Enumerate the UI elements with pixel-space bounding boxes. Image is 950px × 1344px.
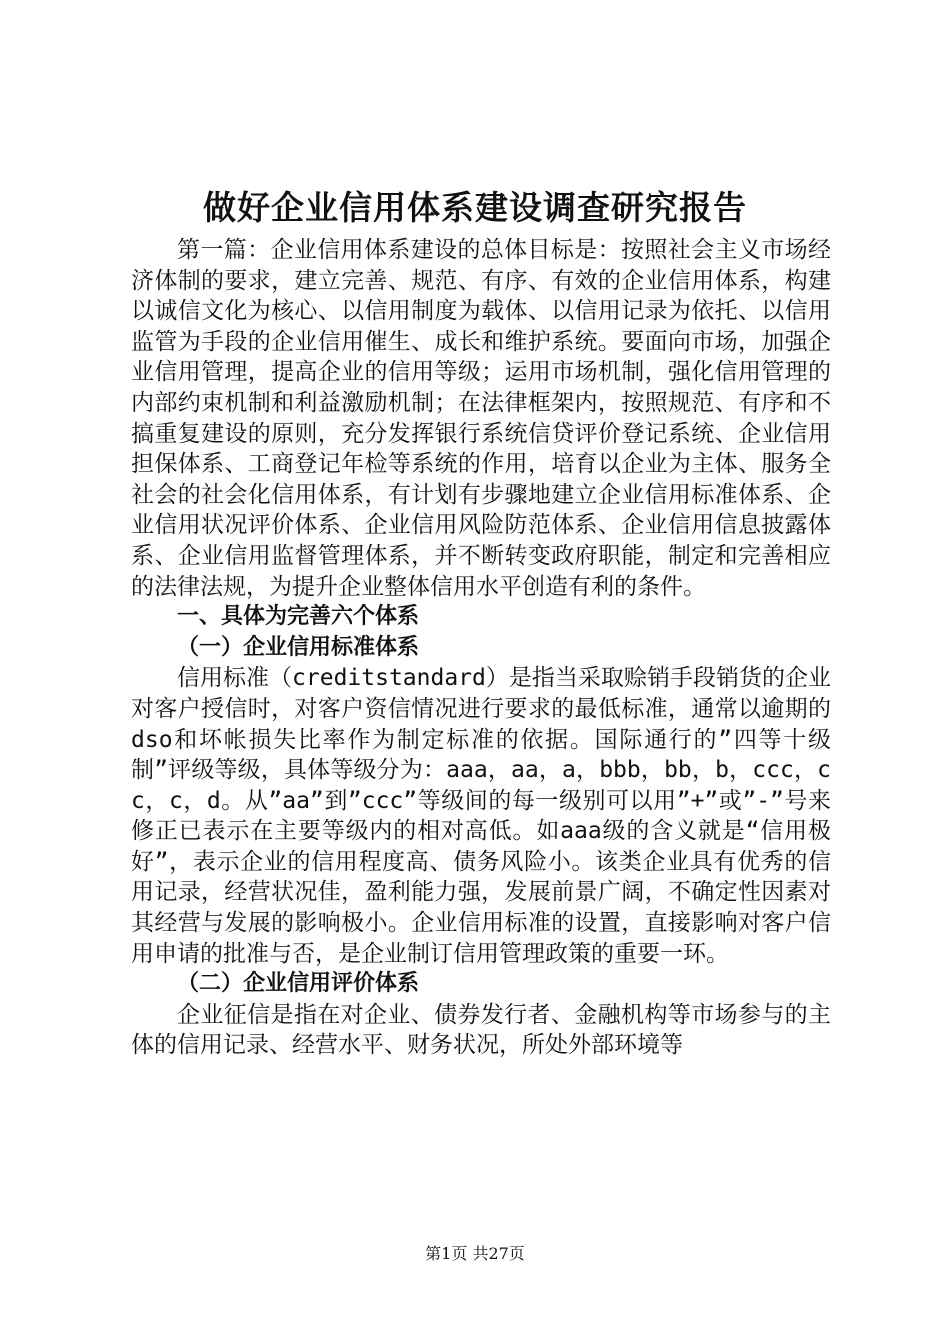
subsection-heading-credit-standard: （一）企业信用标准体系 — [177, 634, 420, 660]
page-number-footer: 第1页 共27页 — [425, 1244, 525, 1263]
document-body — [131, 235, 831, 1061]
paragraph-credit-evaluation: 企业征信是指在对企业、债券发行者、金融机构等市场参与的主体的信用记录、经营水平、财务状况，所处外部环境等 — [131, 1001, 831, 1059]
paragraph-credit-standard: 信用标准（creditstandard）是指当采取赊销手段销货的企业对客户授信时，对客户资信情况进行要求的最低标准，通常以逾期的dso和坏帐损失比率作为制定标准的依据。国际通行的”四等十级制”评级等级，具体等级分为：aaa，aa，a，bbb，bb，b，ccc，cc，c，d。从”aa”到”ccc”等级间的每一级别可以用”+”或”-”号来修正已表示在主要等级内的相对高低。如aaa级的含义就是“信用极好”，表示企业的信用程度高、债务风险小。该类企业具有优秀的信用记录，经营状况佳，盈利能力强，发展前景广阔，不确定性因素对其经营与发展的影响极小。企业信用标准的设置，直接影响对客户信用申请的批准与否，是企业制订信用管理政策的重要一环。 — [131, 665, 831, 967]
subsection-heading-credit-evaluation: （二）企业信用评价体系 — [177, 971, 420, 997]
document-title: 做好企业信用体系建设调查研究报告 — [203, 188, 747, 227]
paragraph-overview: 第一篇：企业信用体系建设的总体目标是：按照社会主义市场经济体制的要求，建立完善、规范、有序、有效的企业信用体系，构建以诚信文化为核心、以信用制度为载体、以信用记录为依托、以信用监管为手段的企业信用催生、成长和维护系统。要面向市场，加强企业信用管理，提高企业的信用等级；运用市场机制，强化信用管理的内部约束机制和利益激励机制；在法律框架内，按照规范、有序和不搞重复建设的原则，充分发挥银行系统信贷评价登记系统、企业信用担保体系、工商登记年检等系统的作用，培育以企业为主体、服务全社会的社会化信用体系，有计划有步骤地建立企业信用标准体系、企业信用状况评价体系、企业信用风险防范体系、企业信用信息披露体系、企业信用监督管理体系，并不断转变政府职能，制定和完善相应的法律法规，为提升企业整体信用水平创造有利的条件。 — [131, 237, 831, 600]
section-heading-six-systems: 一、具体为完善六个体系 — [177, 604, 420, 630]
